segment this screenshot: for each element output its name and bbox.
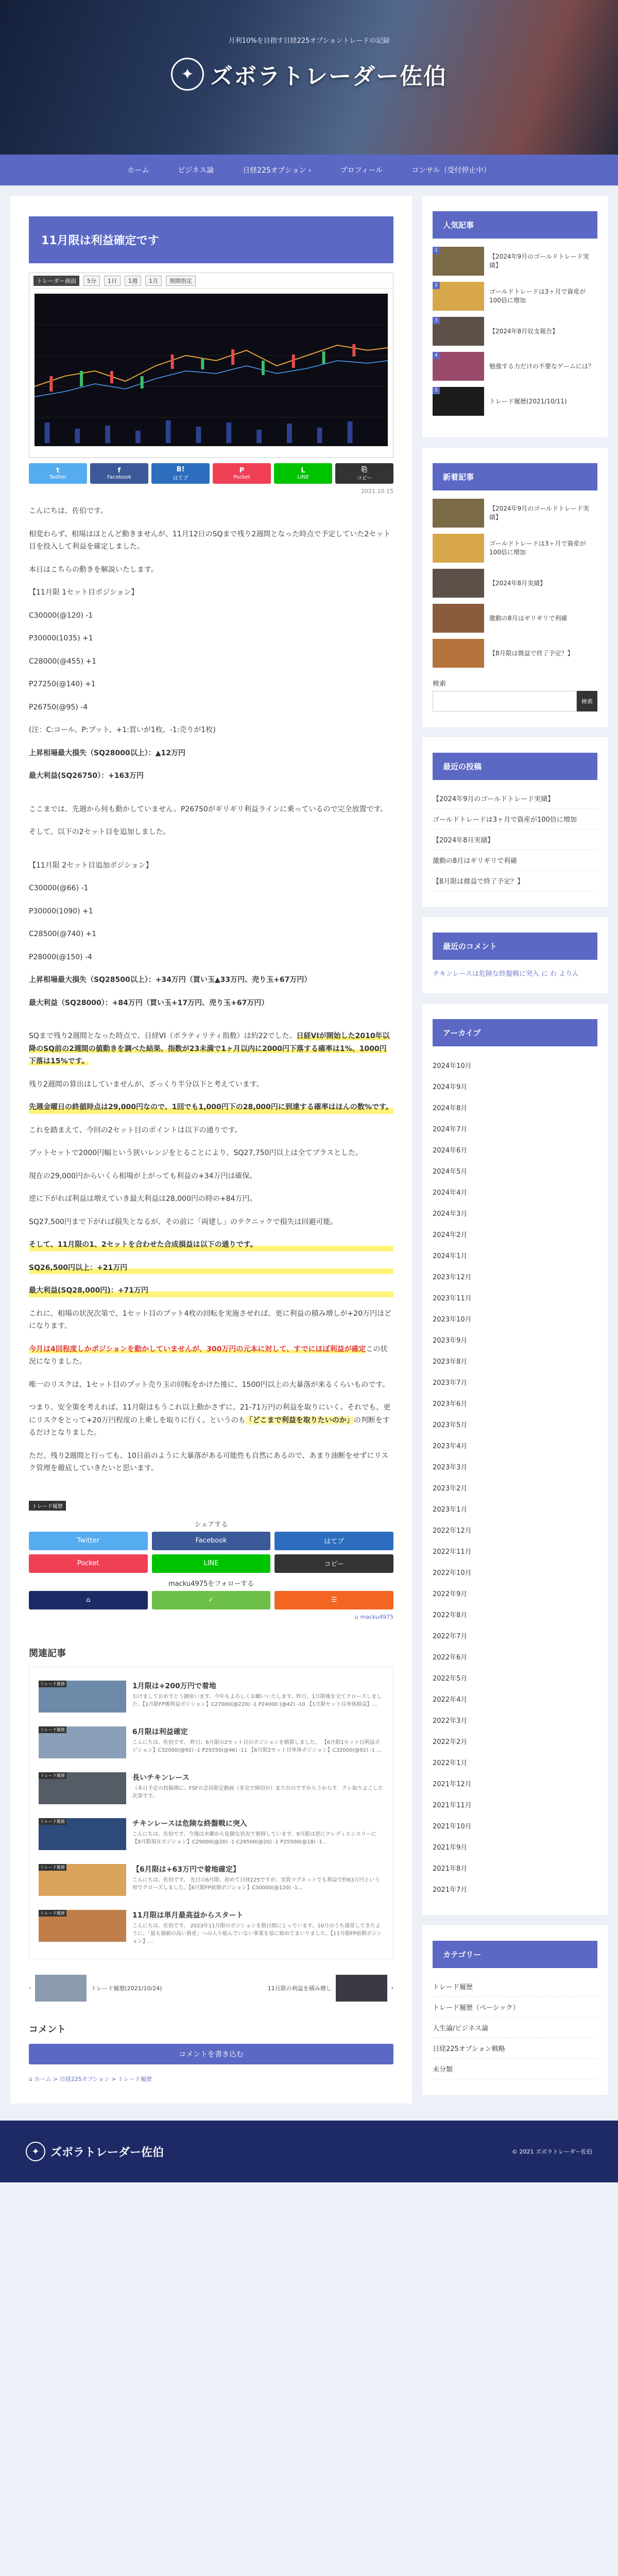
search-label: 検索 xyxy=(433,680,447,688)
related-heading: 関連記事 xyxy=(29,1648,66,1659)
candlestick-svg xyxy=(35,294,388,446)
related-thumbnail xyxy=(39,1681,126,1713)
archive-link[interactable]: 2022年8月 xyxy=(433,1612,468,1619)
archive-link[interactable]: 2023年8月 xyxy=(433,1358,468,1366)
paragraph: そして、以下の2セット目を追加しました。 xyxy=(29,828,170,836)
prev-post-title: トレード履歴(2021/10/24) xyxy=(91,1985,162,1992)
archive-link[interactable]: 2021年11月 xyxy=(433,1802,472,1809)
paragraph: 相変わらず、相場はほとんど動きませんが、11月12日のSQまで残り2週間となった時点で予定していた2セット目を投入して利益を確定しました。 xyxy=(29,530,391,551)
share-buttons-bottom xyxy=(29,1532,393,1573)
share-label: LINE xyxy=(297,474,309,480)
paragraph: 残り2週間の算出はしていませんが、ざっくり半分以下と考えています。 xyxy=(29,1080,264,1089)
paragraph: 現在の29,000円からいくら相場が上がっても利益の+34万円は確保。 xyxy=(29,1172,257,1180)
position-line: P30000(1035) +1 xyxy=(29,634,93,642)
archive-link[interactable]: 2023年5月 xyxy=(433,1421,468,1429)
main-content xyxy=(10,196,412,2104)
archive-link[interactable]: 2022年7月 xyxy=(433,1633,468,1640)
category-widget xyxy=(422,1925,608,2095)
related-item[interactable] xyxy=(29,1767,393,1813)
archive-link[interactable]: 2022年4月 xyxy=(433,1696,468,1704)
set2-heading: 【11月限 2セット目追加ポジション】 xyxy=(29,861,153,870)
new-post-item[interactable] xyxy=(433,604,597,633)
category-list xyxy=(433,1976,597,2079)
strategy-text-end: の判断をするだけとなりました。 xyxy=(29,1416,390,1437)
copyright: © 2021 ズボラトレーダー佐伯 xyxy=(512,2148,592,2155)
recent-post-link[interactable]: 【2024年9月のゴールドトレード実績】 xyxy=(433,788,597,809)
share-facebook-button[interactable]: Facebook xyxy=(152,1532,271,1550)
chart-btn-range: 期間指定 xyxy=(166,276,196,286)
archive-link[interactable]: 2024年6月 xyxy=(433,1147,468,1155)
nav-item-profile[interactable]: プロフィール xyxy=(340,166,383,175)
new-thumbnail xyxy=(433,534,484,563)
chart-btn-5min: 5分 xyxy=(83,276,100,286)
share-label: コピー xyxy=(356,476,372,481)
recent-post-link[interactable]: 【2024年8月実績】 xyxy=(433,829,597,850)
new-thumbnail xyxy=(433,499,484,528)
related-thumbnail xyxy=(39,1772,126,1804)
post-date: 2021.10.15 xyxy=(361,488,393,495)
share-label: Pocket xyxy=(233,474,250,480)
footer-title: ズボラトレーダー佐伯 xyxy=(50,2146,164,2159)
new-posts-heading: 新着記事 xyxy=(433,463,597,490)
category-link[interactable]: トレード履歴 xyxy=(433,1976,597,1997)
related-title[interactable]: 11月限は単月最高益からスタート xyxy=(132,1911,244,1920)
new-thumbnail xyxy=(433,569,484,598)
strategy-highlight: 「どこまで利益を取りたいのか」 xyxy=(245,1416,354,1425)
archive-link[interactable]: 2024年10月 xyxy=(433,1062,472,1070)
highlight-paragraph: そして、11月限の1、2セットを合わせた合成損益は以下の通りです。 xyxy=(29,1239,393,1251)
new-post-item[interactable] xyxy=(433,534,597,563)
popular-item[interactable] xyxy=(433,352,597,381)
search-input[interactable] xyxy=(433,691,577,711)
related-list xyxy=(29,1667,393,1959)
popular-thumbnail: 5 xyxy=(433,387,484,416)
site-footer xyxy=(0,2121,618,2182)
share-twitter-button[interactable] xyxy=(29,463,87,484)
candlestick-chart xyxy=(35,294,388,446)
share-pocket-button[interactable] xyxy=(213,463,271,484)
related-snippet: おけましておめでとう御座います。今年もよろしくお願いいたします。昨日、1月限後を全てクローズしました。【1月限FP後利益ポジション】C27000(@220) -1 P24000 (@42) -10 【1月限セット目単体損益】… xyxy=(132,1693,382,1707)
archive-link[interactable]: 2023年1月 xyxy=(433,1506,468,1514)
write-comment-button[interactable]: コメントを書き込む xyxy=(29,2044,393,2064)
new-post-title[interactable]: 激動の8月はギリギリで利確 xyxy=(489,614,568,622)
archive-link[interactable]: 2023年4月 xyxy=(433,1443,468,1450)
max-loss-1: 上昇相場最大損失（SQ28000以上）：▲12万円 xyxy=(29,749,185,757)
popular-item[interactable] xyxy=(433,282,597,311)
archive-link[interactable]: 2023年10月 xyxy=(433,1316,472,1324)
profit-text: この状況になりました。 xyxy=(29,1345,388,1366)
site-header xyxy=(0,0,618,155)
logo-icon: ✦ xyxy=(171,58,204,91)
archive-link[interactable]: 2024年5月 xyxy=(433,1168,468,1176)
recent-comments-widget xyxy=(422,917,608,993)
related-title[interactable]: 1月限は+200万円で着地 xyxy=(132,1682,216,1690)
share-line-button[interactable] xyxy=(274,463,332,484)
post-body xyxy=(29,505,393,1475)
archive-link[interactable]: 2022年5月 xyxy=(433,1675,468,1683)
profit-highlight: 今月は4回程度しかポジションを動かしていませんが、300万円の元本に対して、すでにほぼ利益が確定 xyxy=(29,1345,366,1353)
archive-link[interactable]: 2021年9月 xyxy=(433,1844,468,1852)
popular-title[interactable]: 【2024年8月収支報告】 xyxy=(489,327,559,335)
related-snippet: こんにちは、佐伯です。 先日の6月限、初めて日経225ですが、実質マグネットでも利益で約63万円という形でクローズしました。【6月限FP前期ポジション】C30000(@120) -1… xyxy=(132,1877,380,1891)
paragraph: SQ27,500円まで下がれば損失となるが、その前に「両建し」のテクニックで損失は回避可能。 xyxy=(29,1217,338,1226)
archive-link[interactable]: 2022年9月 xyxy=(433,1590,468,1598)
nav-item-business[interactable]: ビジネス論 xyxy=(178,166,214,175)
share-pocket-button[interactable]: Pocket xyxy=(29,1554,148,1573)
next-post-title: 11月限の利益を積み増し xyxy=(267,1985,332,1992)
archive-link[interactable]: 2023年9月 xyxy=(433,1337,468,1345)
archive-link[interactable]: 2023年12月 xyxy=(433,1274,472,1281)
new-post-title[interactable]: 【8月限は微益で終了予定？】 xyxy=(489,649,574,657)
global-nav xyxy=(0,155,618,185)
chevron-right-icon: › xyxy=(391,1985,393,1991)
recent-post-link[interactable]: 激動の8月はギリギリで利確 xyxy=(433,850,597,871)
related-item[interactable] xyxy=(29,1859,393,1905)
archive-link[interactable]: 2024年2月 xyxy=(433,1231,468,1239)
paragraph: 唯一のリスクは、1セット目のプット売り玉の回転をかけた後に、1500円以上の大暴落が来るくらいものです。 xyxy=(29,1380,390,1389)
related-title[interactable]: 6月限は利益確定 xyxy=(132,1727,188,1736)
paragraph: これに、相場の状況次第で、1セット目のプット4枚の回転を実施させれば、更に利益の積み増しが+20万円ほどになります。 xyxy=(29,1309,392,1330)
share-copy-button[interactable] xyxy=(335,463,393,484)
hatebu-icon: B! xyxy=(176,466,185,473)
archive-link[interactable]: 2021年7月 xyxy=(433,1886,468,1894)
popular-thumbnail: 3 xyxy=(433,317,484,346)
recent-posts-widget xyxy=(422,737,608,907)
popular-item[interactable] xyxy=(433,317,597,346)
new-post-item[interactable] xyxy=(433,499,597,528)
new-post-item[interactable] xyxy=(433,639,597,668)
chevron-left-icon: ‹ xyxy=(29,1985,31,1991)
max-profit-2: 最大利益（SQ28000）：+84万円（買い玉+17万円、売り玉+67万円） xyxy=(29,998,269,1007)
search-form xyxy=(433,691,597,711)
archive-link[interactable]: 2022年3月 xyxy=(433,1717,468,1725)
prev-thumbnail xyxy=(35,1975,87,2002)
chart-toolbar xyxy=(29,273,393,289)
recent-comment-link[interactable]: チキンレースは危険な終盤戦に突入 に わ よりん xyxy=(433,970,579,978)
paragraph: こんにちは、佐伯です。 xyxy=(29,507,108,515)
related-snippet: こんにちは、佐伯です。 昨日、6月限の2セット目のポジションを精算しました。 【6月限1セット目利益ポジション】C32000(@92) -1 P29250(@46) -11 【6月限2セット目単体ポジション】C32000(@92) -1 … xyxy=(132,1739,382,1753)
footer-logo[interactable] xyxy=(26,2142,164,2161)
archive-link[interactable]: 2023年3月 xyxy=(433,1464,468,1471)
share-line-button[interactable]: LINE xyxy=(152,1554,271,1573)
share-copy-button[interactable]: コピー xyxy=(274,1554,393,1573)
feedly-icon[interactable]: ✓ xyxy=(152,1591,271,1609)
archive-link[interactable]: 2024年7月 xyxy=(433,1126,468,1133)
popular-thumbnail: 2 xyxy=(433,282,484,311)
post-pager xyxy=(29,1975,393,2002)
post-category-tag[interactable]: トレード履歴 xyxy=(29,1501,66,1511)
category-heading: カテゴリー xyxy=(433,1941,597,1968)
archive-link[interactable]: 2022年10月 xyxy=(433,1569,472,1577)
comment-heading: コメント xyxy=(29,2024,66,2035)
share-hatebu-button[interactable]: はてブ xyxy=(274,1532,393,1550)
archive-link[interactable]: 2021年10月 xyxy=(433,1823,472,1831)
popular-item[interactable] xyxy=(433,387,597,416)
paragraph: ただ、残り2週間と行っても、10日前のように大暴落がある可能性も自然にあるので、あまり油断をせずにリスク管理を徹底していきたいと思います。 xyxy=(29,1451,389,1472)
paragraph: ここまでは、先週から何も動かしていません。P26750がギリギリ利益ラインに乗っているので完全放置です。 xyxy=(29,805,388,814)
related-item[interactable] xyxy=(29,1675,393,1721)
recent-comments-heading: 最近のコメント xyxy=(433,933,597,960)
archive-link[interactable]: 2022年2月 xyxy=(433,1738,468,1746)
vi-text: SQまで残り2週間となった時点で、日経VI（ボラティリティ指数）は約22でした。 xyxy=(29,1032,297,1040)
thumb-category: トレード履歴 xyxy=(39,1681,66,1687)
next-post-link[interactable] xyxy=(268,1975,393,2002)
recent-post-link[interactable]: ゴールドトレードは3ヶ月で資産が100倍に増加 xyxy=(433,809,597,829)
chart-btn-1week: 1週 xyxy=(125,276,141,286)
related-item[interactable] xyxy=(29,1905,393,1951)
recent-posts-heading: 最近の投稿 xyxy=(433,753,597,780)
position-line: C28000(@455) +1 xyxy=(29,657,97,666)
position-line: P27250(@140) +1 xyxy=(29,680,96,688)
archive-link[interactable]: 2023年11月 xyxy=(433,1295,472,1302)
nav-item-home[interactable]: ホーム xyxy=(127,166,149,175)
search-button[interactable]: 検索 xyxy=(577,691,597,711)
thumb-category: トレード履歴 xyxy=(39,1726,66,1733)
thumb-category: トレード履歴 xyxy=(39,1818,66,1825)
rss-icon[interactable]: ☰ xyxy=(274,1591,393,1609)
archive-link[interactable]: 2024年8月 xyxy=(433,1105,468,1112)
category-link[interactable]: 人生論/ビジネス論 xyxy=(433,2018,597,2038)
position-line: C28500(@740) +1 xyxy=(29,930,97,938)
popular-thumbnail: 1 xyxy=(433,247,484,276)
related-snippet: こんにちは、佐伯です。 2023年11月限のポジションを数日間にとっています。10月のうち通常してきたように、「最も価値の高い資産」への入り組んでいない事業を基に始めてまいりました。【11月限FP前期ポジション】… xyxy=(132,1923,382,1944)
popular-title[interactable]: ゴールドトレードは3ヶ月で資産が100倍に増加 xyxy=(489,288,586,304)
follow-heading: macku4975をフォローする xyxy=(168,1580,254,1588)
archive-heading: アーカイブ xyxy=(433,1019,597,1046)
archive-link[interactable]: 2023年7月 xyxy=(433,1379,468,1387)
sidebar xyxy=(422,196,608,2105)
pocket-icon: P xyxy=(239,467,245,474)
popular-thumbnail: 4 xyxy=(433,352,484,381)
post-title: 11月限は利益確定です xyxy=(29,216,393,263)
paragraph-vi xyxy=(29,1030,393,1068)
prev-post-link[interactable] xyxy=(29,1975,162,2002)
logo-icon: ✦ xyxy=(26,2142,45,2161)
archive-link[interactable]: 2022年6月 xyxy=(433,1654,468,1662)
highlight-paragraph: 先週金曜日の終値時点は29,000円なので、1回でも1,000円下の28,000円に到達する確率はほんの数%です。 xyxy=(29,1101,393,1114)
next-thumbnail xyxy=(336,1975,387,2002)
recent-posts-list xyxy=(433,788,597,891)
thumb-category: トレード履歴 xyxy=(39,1864,66,1871)
chart-btn-1day: 1日 xyxy=(104,276,121,286)
archive-link[interactable]: 2023年6月 xyxy=(433,1400,468,1408)
new-thumbnail xyxy=(433,604,484,633)
archive-link[interactable]: 2024年3月 xyxy=(433,1210,468,1218)
thumb-category: トレード履歴 xyxy=(39,1910,66,1917)
chart-tag: トレーダー画面 xyxy=(33,276,79,286)
archive-link[interactable]: 2024年4月 xyxy=(433,1189,468,1197)
related-item[interactable] xyxy=(29,1813,393,1859)
new-thumbnail xyxy=(433,639,484,668)
popular-title[interactable]: トレード履歴(2021/10/11) xyxy=(489,397,567,405)
archive-link[interactable]: 2023年2月 xyxy=(433,1485,468,1493)
popular-heading: 人気記事 xyxy=(433,211,597,239)
archive-widget xyxy=(422,1004,608,1915)
follow-buttons xyxy=(29,1591,393,1609)
related-thumbnail xyxy=(39,1864,126,1896)
category-link[interactable]: トレード履歴（ペーシック） xyxy=(433,1997,597,2018)
new-post-item[interactable] xyxy=(433,569,597,598)
related-thumbnail xyxy=(39,1726,126,1758)
max-loss-2: 上昇相場最大損失（SQ28500以上）：+34万円（買い玉▲33万円、売り玉+67万円） xyxy=(29,976,312,984)
recent-post-link[interactable]: 【8月限は微益で終了予定？】 xyxy=(433,871,597,891)
chart-btn-1month: 1月 xyxy=(145,276,162,286)
share-heading: シェアする xyxy=(194,1520,228,1529)
related-item[interactable] xyxy=(29,1721,393,1767)
category-link[interactable]: 日経225オプション戦略 xyxy=(433,2038,597,2059)
position-line: C30000(@66) -1 xyxy=(29,884,89,892)
author-link[interactable]: ⌂ macku4975 xyxy=(355,1613,393,1620)
thumb-category: トレード履歴 xyxy=(39,1772,66,1779)
archive-list xyxy=(433,1055,597,1900)
popular-item[interactable] xyxy=(433,247,597,276)
related-title[interactable]: チキンレースは危険な終盤戦に突入 xyxy=(132,1819,247,1828)
related-snippet: （本日予定の投稿期に、FSFの会員限定動画（非売で締切が）また台のですからうからす、クレ取りよこした次第です。 xyxy=(132,1785,383,1799)
popular-widget xyxy=(422,196,608,437)
breadcrumb[interactable]: ⌂ ホーム > 日経225オプション > トレード履歴 xyxy=(29,2075,152,2082)
related-thumbnail xyxy=(39,1910,126,1942)
paragraph: プットセットで2000円幅という狭いレンジをとることにより、SQ27,750円以上は全てプラスとした。 xyxy=(29,1149,363,1157)
archive-link[interactable]: 2024年9月 xyxy=(433,1083,468,1091)
new-post-title[interactable]: 【2024年8月実績】 xyxy=(489,579,546,587)
related-snippet: こんにちは、佐伯です。今週は水曜から危険な状況で推移しています。9月限は逆にクレディエンスリーに【9月限現在ポジション】C29000(@20) -1 C28500(@20) -1 P25500(@18) -1… xyxy=(132,1831,376,1845)
position-line: P30000(1090) +1 xyxy=(29,907,93,916)
line-icon: L xyxy=(301,467,305,474)
archive-link[interactable]: 2022年12月 xyxy=(433,1527,472,1535)
popular-title[interactable]: 勉強する力だけの不要なゲームには？ xyxy=(489,362,595,370)
legend-note: (注：C:コール、P:プット、+1:買いが1枚、-1:売りが1枚) xyxy=(29,726,216,734)
archive-link[interactable]: 2022年1月 xyxy=(433,1759,468,1767)
share-hatebu-button[interactable] xyxy=(151,463,210,484)
archive-link[interactable]: 2021年12月 xyxy=(433,1781,472,1788)
home-icon[interactable]: ⌂ xyxy=(29,1591,148,1609)
paragraph-strategy xyxy=(29,1401,393,1439)
popular-title[interactable]: 【2024年9月のゴールドトレード実績】 xyxy=(489,253,589,269)
new-posts-widget xyxy=(422,448,608,727)
position-line: P28000(@150) -4 xyxy=(29,953,93,961)
paragraph: 本日はこちらの動きを解説いたします。 xyxy=(29,565,158,574)
trade-chart-image xyxy=(29,273,393,458)
site-tagline: 月利10%を目指す日経225オプショントレードの記録 xyxy=(228,37,390,45)
max-profit-1: 最大利益(SQ26750）：+163万円 xyxy=(29,772,144,780)
new-post-title[interactable]: ゴールドトレードは3ヶ月で資産が100倍に増加 xyxy=(489,540,586,556)
new-post-title[interactable]: 【2024年9月のゴールドトレード実績】 xyxy=(489,505,589,521)
related-thumbnail xyxy=(39,1818,126,1850)
site-logo[interactable] xyxy=(0,58,618,91)
share-label: Facebook xyxy=(107,474,131,480)
share-label: Twitter xyxy=(49,474,67,480)
twitter-icon: t xyxy=(56,467,60,474)
site-title[interactable]: ズボラトレーダー佐伯 xyxy=(210,63,447,90)
copy-icon: ⎘ xyxy=(362,466,367,473)
share-twitter-button[interactable]: Twitter xyxy=(29,1532,148,1550)
nav-item-consult[interactable]: コンサル（受付停止中） xyxy=(411,166,491,175)
position-line: P26750(@95) -4 xyxy=(29,703,88,711)
share-buttons-top xyxy=(29,463,393,484)
paragraph: 逆に下がれば利益は増えていき最大利益は28,000円の時の+84万円。 xyxy=(29,1195,257,1203)
archive-link[interactable]: 2021年8月 xyxy=(433,1865,468,1873)
set1-heading: 【11月限 1セット目ポジション】 xyxy=(29,588,139,597)
sum-profit-2: 最大利益(SQ28,000円)：+71万円 xyxy=(29,1284,393,1297)
archive-link[interactable]: 2024年1月 xyxy=(433,1252,468,1260)
related-title[interactable]: 長いチキンレース xyxy=(132,1773,190,1782)
share-facebook-button[interactable] xyxy=(90,463,148,484)
paragraph-profit xyxy=(29,1343,393,1368)
paragraph: これを踏まえて、今回の2セット目のポイントは以下の通りです。 xyxy=(29,1126,242,1134)
archive-link[interactable]: 2022年11月 xyxy=(433,1548,472,1556)
sum-profit-1: SQ26,500円以上：+21万円 xyxy=(29,1262,393,1275)
facebook-icon: f xyxy=(117,467,121,474)
vi-highlight: 日経VIが開始した2010年以降のSQ前の2週間の値動きを調べた結果、指数が23未満で1ヶ月以内に2000円下落する確率は1%、1000円下落は15%です。 xyxy=(29,1032,390,1065)
related-title[interactable]: 【6月限は+63万円で着地確定】 xyxy=(132,1865,240,1874)
strategy-text: つまり、安全策を考えれば、11月限はもうこれ以上動かさずに、21-71万円の利益を取りにいく。それでも、更にリスクをとって+20万円程度の上乗しを取りに行く。というのも xyxy=(29,1403,391,1425)
nav-item-option[interactable]: 日経225オプション › xyxy=(243,166,312,175)
share-label: はてブ xyxy=(173,476,188,481)
position-line: C30000(@120) -1 xyxy=(29,611,93,620)
category-link[interactable]: 未分類 xyxy=(433,2059,597,2079)
